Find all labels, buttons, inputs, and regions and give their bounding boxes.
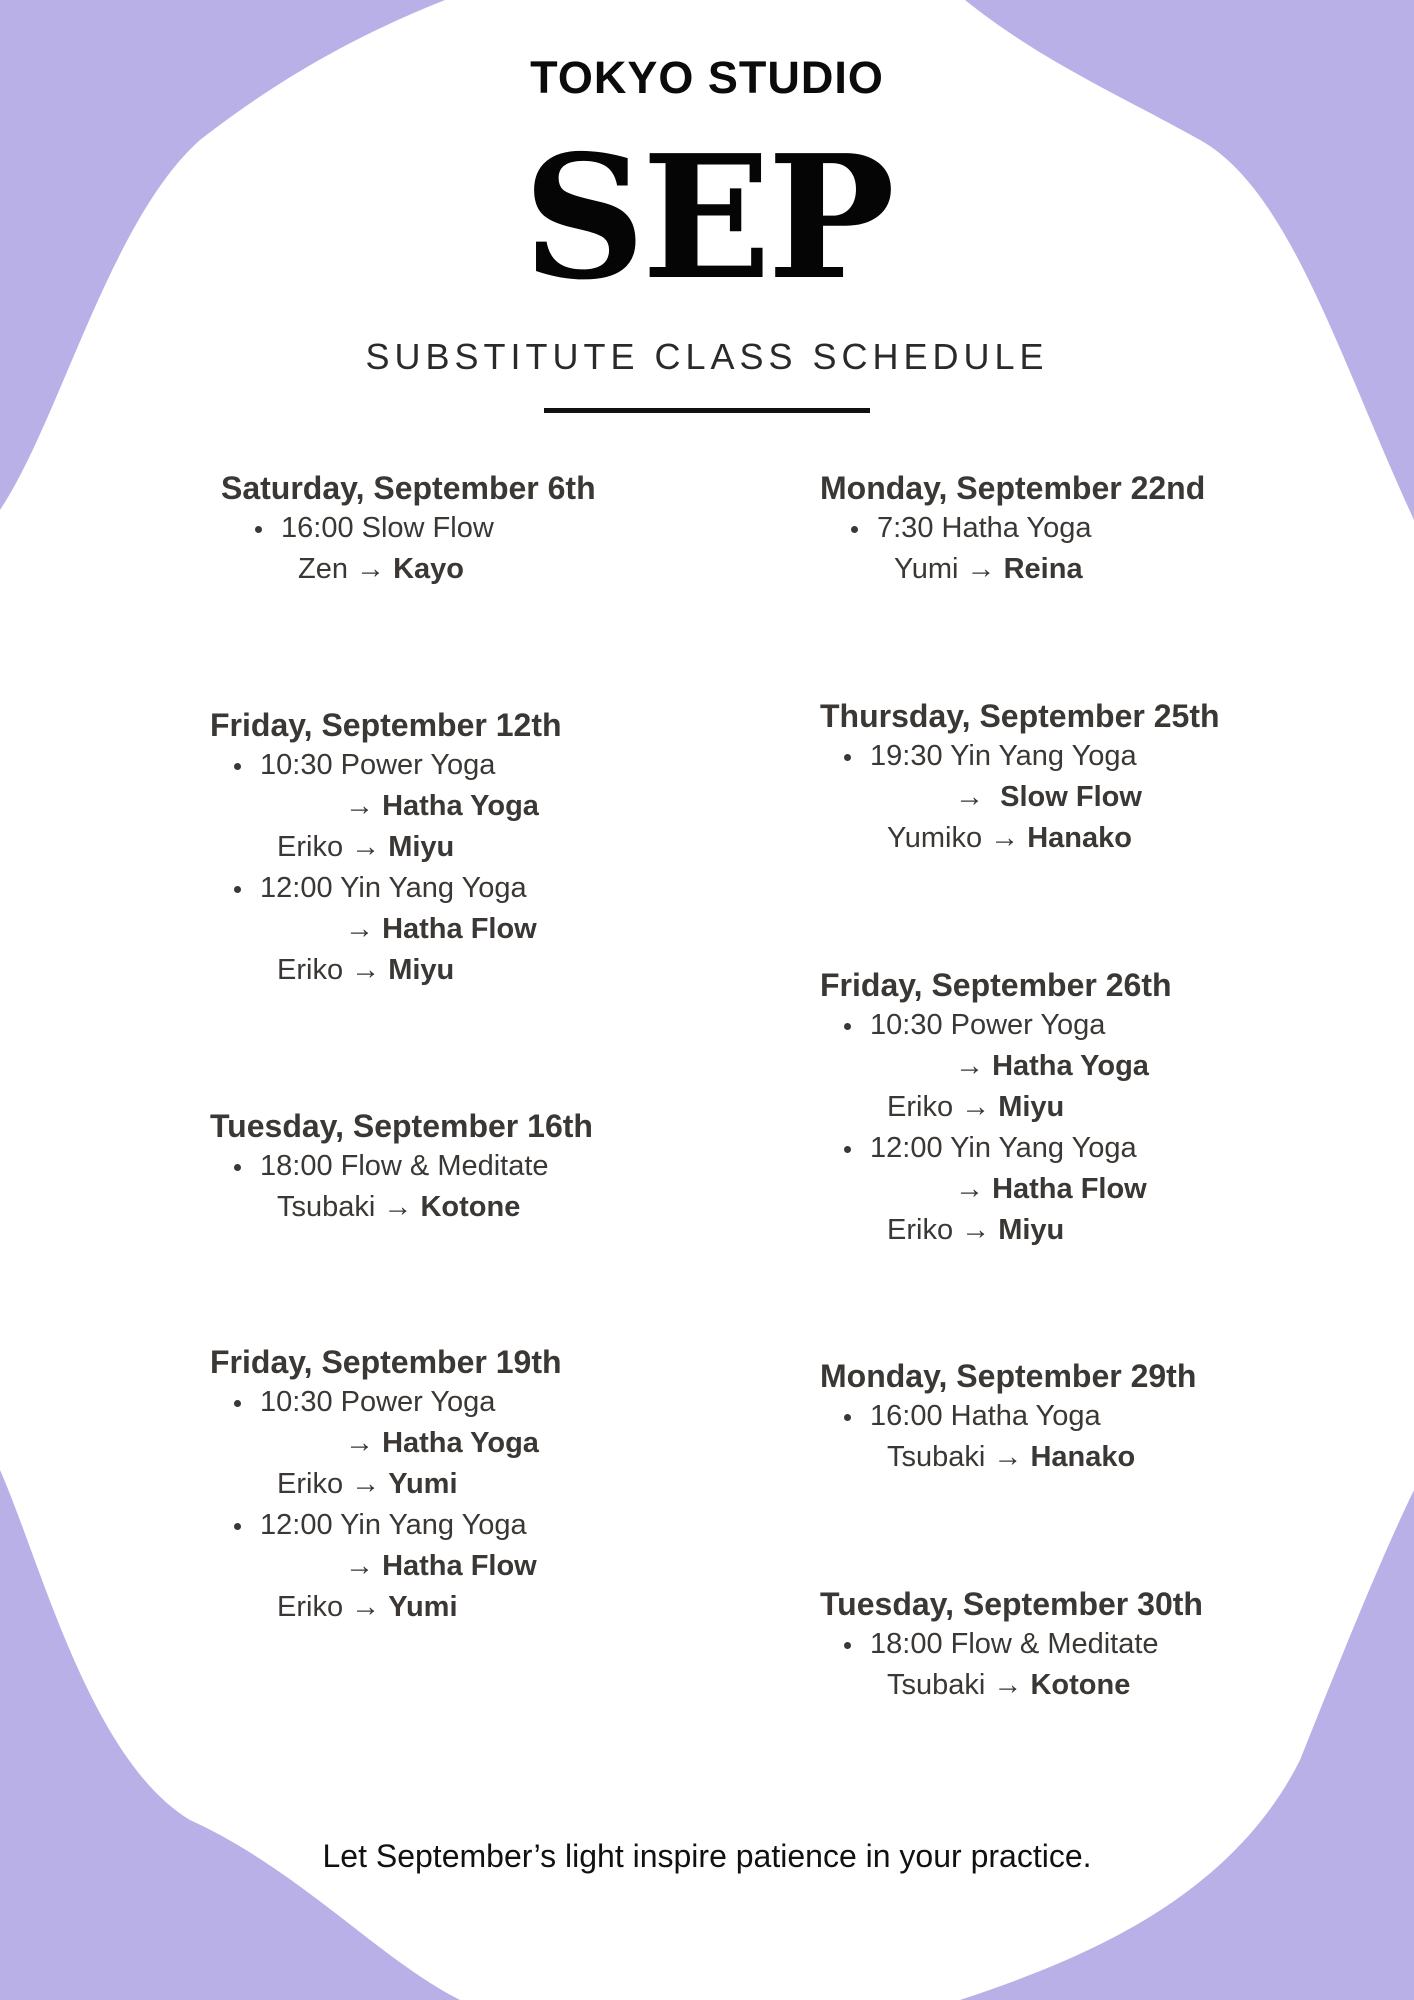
- class-entry: [827, 508, 1205, 590]
- substitution-line: Yumiko → Hanako: [887, 822, 1132, 854]
- class-entry: [231, 508, 596, 590]
- class-time-name: 10:30 Power Yoga: [820, 1005, 1172, 1046]
- substitution-line: Eriko → Yumi: [277, 1468, 458, 1500]
- substitution-line: Eriko → Miyu: [887, 1214, 1065, 1246]
- new-class-name: Hatha Yoga: [382, 1427, 539, 1459]
- class-change-line: [210, 909, 562, 950]
- substitution-line: Tsubaki → Kotone: [277, 1191, 521, 1223]
- new-class-name: Hatha Flow: [992, 1173, 1147, 1205]
- arrow-icon: →: [966, 553, 996, 585]
- header-divider: [544, 408, 870, 413]
- class-entry: [820, 1396, 1196, 1478]
- class-time-name: 12:00 Yin Yang Yoga: [210, 1505, 562, 1546]
- arrow-icon: →: [345, 1550, 374, 1582]
- substitution-line: Eriko → Miyu: [277, 831, 455, 863]
- day-date: Tuesday, September 30th: [820, 1586, 1203, 1622]
- arrow-icon: →: [961, 1091, 991, 1123]
- substitution-line: Tsubaki → Hanako: [887, 1441, 1136, 1473]
- substitution-line: Eriko → Yumi: [277, 1591, 458, 1623]
- schedule-subtitle: SUBSTITUTE CLASS SCHEDULE: [365, 336, 1049, 377]
- substitute-teacher: Hanako: [1030, 1441, 1136, 1473]
- day-date: Thursday, September 25th: [820, 698, 1220, 734]
- substitute-teacher: Yumi: [388, 1468, 458, 1500]
- class-change-line: [210, 1546, 562, 1587]
- arrow-icon: →: [955, 1050, 984, 1082]
- class-entry: [210, 1505, 562, 1628]
- substitution-line: Eriko → Miyu: [887, 1091, 1065, 1123]
- class-entry: [210, 745, 562, 868]
- day-block-sep-30: [820, 1584, 1203, 1706]
- substitute-teacher: Miyu: [388, 954, 455, 986]
- class-change-line: [210, 1423, 562, 1464]
- day-date: Friday, September 26th: [820, 967, 1172, 1003]
- new-class-name: Hatha Flow: [382, 913, 537, 945]
- arrow-icon: →: [383, 1191, 413, 1223]
- class-entry: [820, 736, 1220, 859]
- substitute-teacher: Reina: [1003, 553, 1083, 585]
- class-entry: [820, 1005, 1172, 1128]
- day-block-sep-12: [210, 705, 562, 991]
- arrow-icon: →: [351, 831, 381, 863]
- day-date: Monday, September 29th: [820, 1358, 1197, 1394]
- arrow-icon: →: [356, 553, 386, 585]
- class-entry: [820, 1128, 1172, 1251]
- day-date: Tuesday, September 16th: [210, 1108, 593, 1144]
- class-time-name: 7:30 Hatha Yoga: [827, 508, 1205, 549]
- new-class-name: Hatha Yoga: [382, 790, 539, 822]
- substitution-line: Tsubaki → Kotone: [887, 1669, 1131, 1701]
- class-entry: [210, 1382, 562, 1505]
- class-change-line: [210, 786, 562, 827]
- day-block-sep-22: [820, 468, 1205, 590]
- day-block-sep-25: [820, 696, 1220, 859]
- day-block-sep-29: [820, 1356, 1196, 1478]
- day-date: Saturday, September 6th: [221, 470, 596, 506]
- arrow-icon: →: [993, 1441, 1023, 1473]
- day-block-sep-6: [221, 468, 596, 590]
- class-time-name: 19:30 Yin Yang Yoga: [820, 736, 1220, 777]
- day-date: Friday, September 19th: [210, 1344, 562, 1380]
- day-date: Friday, September 12th: [210, 707, 562, 743]
- new-class-name: Slow Flow: [1000, 781, 1142, 813]
- class-time-name: 12:00 Yin Yang Yoga: [820, 1128, 1172, 1169]
- studio-name: TOKYO STUDIO: [530, 52, 884, 103]
- class-change-line: [820, 1169, 1172, 1210]
- arrow-icon: →: [351, 954, 381, 986]
- arrow-icon: →: [345, 913, 374, 945]
- class-change-line: [820, 777, 1220, 818]
- substitute-teacher: Yumi: [388, 1591, 458, 1623]
- class-time-name: 10:30 Power Yoga: [210, 745, 562, 786]
- day-block-sep-16: [210, 1106, 593, 1228]
- arrow-icon: →: [993, 1669, 1023, 1701]
- class-time-name: 16:00 Hatha Yoga: [820, 1396, 1196, 1437]
- substitute-teacher: Miyu: [998, 1214, 1065, 1246]
- class-entry: [210, 868, 562, 991]
- arrow-icon: →: [955, 1173, 984, 1205]
- class-time-name: 18:00 Flow & Meditate: [210, 1146, 593, 1187]
- arrow-icon: →: [351, 1591, 381, 1623]
- substitute-teacher: Miyu: [998, 1091, 1065, 1123]
- arrow-icon: →: [351, 1468, 381, 1500]
- day-date: Monday, September 22nd: [820, 470, 1206, 506]
- class-time-name: 12:00 Yin Yang Yoga: [210, 868, 562, 909]
- footer-quote: Let September’s light inspire patience in your practice.: [322, 1838, 1092, 1874]
- substitute-teacher: Hanako: [1027, 822, 1132, 854]
- arrow-icon: →: [961, 1214, 991, 1246]
- arrow-icon: →: [345, 1427, 374, 1459]
- new-class-name: Hatha Flow: [382, 1550, 537, 1582]
- class-time-name: 10:30 Power Yoga: [210, 1382, 562, 1423]
- substitution-line: Yumi → Reina: [894, 553, 1083, 585]
- substitute-teacher: Kotone: [420, 1191, 521, 1223]
- class-change-line: [820, 1046, 1172, 1087]
- substitution-line: Zen → Kayo: [298, 553, 465, 585]
- substitute-teacher: Miyu: [388, 831, 455, 863]
- substitute-teacher: Kotone: [1030, 1669, 1131, 1701]
- new-class-name: Hatha Yoga: [992, 1050, 1149, 1082]
- day-block-sep-19: [210, 1342, 562, 1628]
- arrow-icon: →: [955, 781, 984, 813]
- arrow-icon: →: [990, 822, 1020, 854]
- substitution-line: Eriko → Miyu: [277, 954, 455, 986]
- month-title: SEP: [522, 118, 892, 318]
- substitute-teacher: Kayo: [393, 553, 465, 585]
- class-time-name: 18:00 Flow & Meditate: [820, 1624, 1203, 1665]
- class-entry: [820, 1624, 1203, 1706]
- class-time-name: 16:00 Slow Flow: [231, 508, 596, 549]
- arrow-icon: →: [345, 790, 374, 822]
- class-entry: [210, 1146, 593, 1228]
- day-block-sep-26: [820, 965, 1172, 1251]
